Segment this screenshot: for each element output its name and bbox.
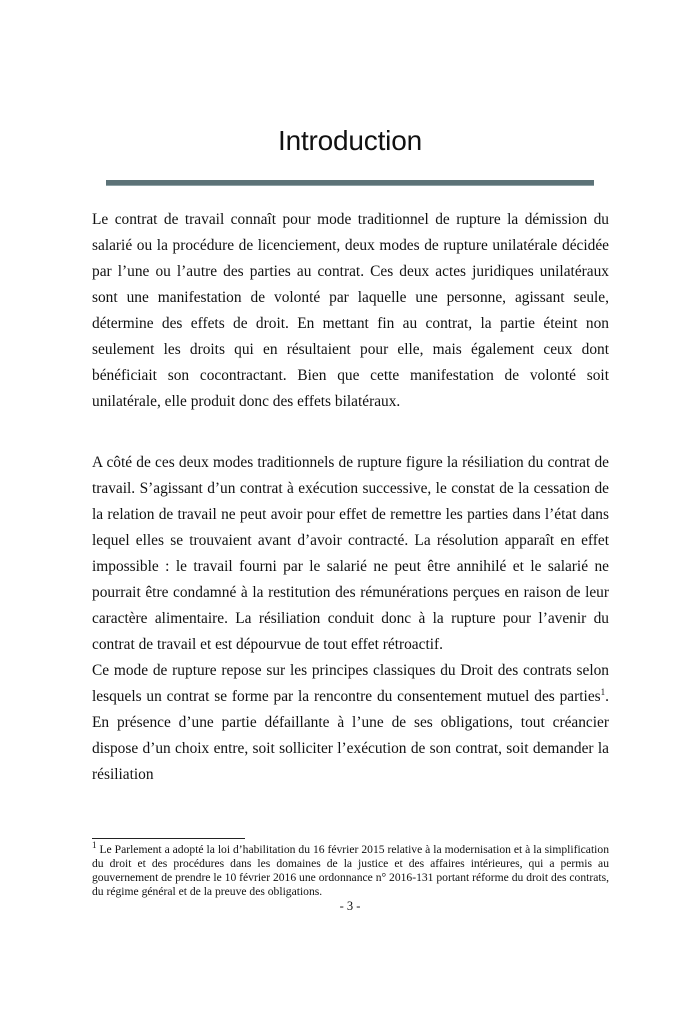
page-title: Introduction xyxy=(278,125,422,156)
paragraph-3-after-note: . En présence d’une partie défaillante à l’une de ses obligations, tout créancier dispose d’un choix entre, soit solliciter l’exécution de son contrat, soit demander la résiliation xyxy=(92,688,609,783)
paragraph-2-text: A côté de ces deux modes traditionnels de rupture figure la résiliation du contrat de travail. S’agissant d’un contrat à exécution successive, le constat de la cessation de la relation de travail ne peut avoir pour effet de remettre les parties dans l’état dans lequel elles se trouvaient avant d’avoir contracté. La résolution apparaît en effet impossible : le travail fourni par le salarié ne peut être annihilé et le salarié ne pourrait être condamné à la restitution des rémunérations perçues en raison de leur caractère alimentaire. La résiliation conduit donc à la rupture pour l’avenir du contrat de travail et est dépourvue de tout effet rétroactif. xyxy=(92,454,609,653)
paragraph-3-before-note: Ce mode de rupture repose sur les principes classiques du Droit des contrats selon lesquels un contrat se forme par la rencontre du consentement mutuel des parties xyxy=(92,662,609,705)
paragraph-1-text: Le contrat de travail connaît pour mode traditionnel de rupture la démission du salarié ou la procédure de licenciement, deux modes de rupture unilatérale décidée par l’une ou l’autre des parties au contrat. Ces deux actes juridiques unilatéraux sont une manifestation de volonté par laquelle une personne, agissant seule, détermine des effets de droit. En mettant fin au contrat, la partie éteint non seulement les droits qui en résultaient pour elle, mais également ceux dont bénéficiait son cocontractant. Bien que cette manifestation de volonté soit unilatérale, elle produit donc des effets bilatéraux. xyxy=(92,211,609,410)
footnote-reference[interactable]: 1 xyxy=(600,686,606,697)
footnote-number: 1 xyxy=(92,840,97,851)
title-underline-rule xyxy=(106,180,594,186)
footnote-separator xyxy=(92,838,245,839)
paragraph-3-text xyxy=(92,658,609,788)
paragraph-2-block xyxy=(92,450,609,788)
page-number: - 3 - xyxy=(339,899,361,913)
footnote xyxy=(92,840,609,899)
footnote-text xyxy=(92,840,609,899)
paragraph-1 xyxy=(92,207,609,415)
footnote-body: Le Parlement a adopté la loi d’habilitation du 16 février 2015 relative à la modernisation et à la simplification du droit et des procédures dans les domaines de la justice et des affaires intérieures, qui a permis au gouvernement de prendre le 10 février 2016 une ordonnance n° 2016-131 portant réforme du droit des contrats, du régime général et de la preuve des obligations. xyxy=(92,843,609,898)
